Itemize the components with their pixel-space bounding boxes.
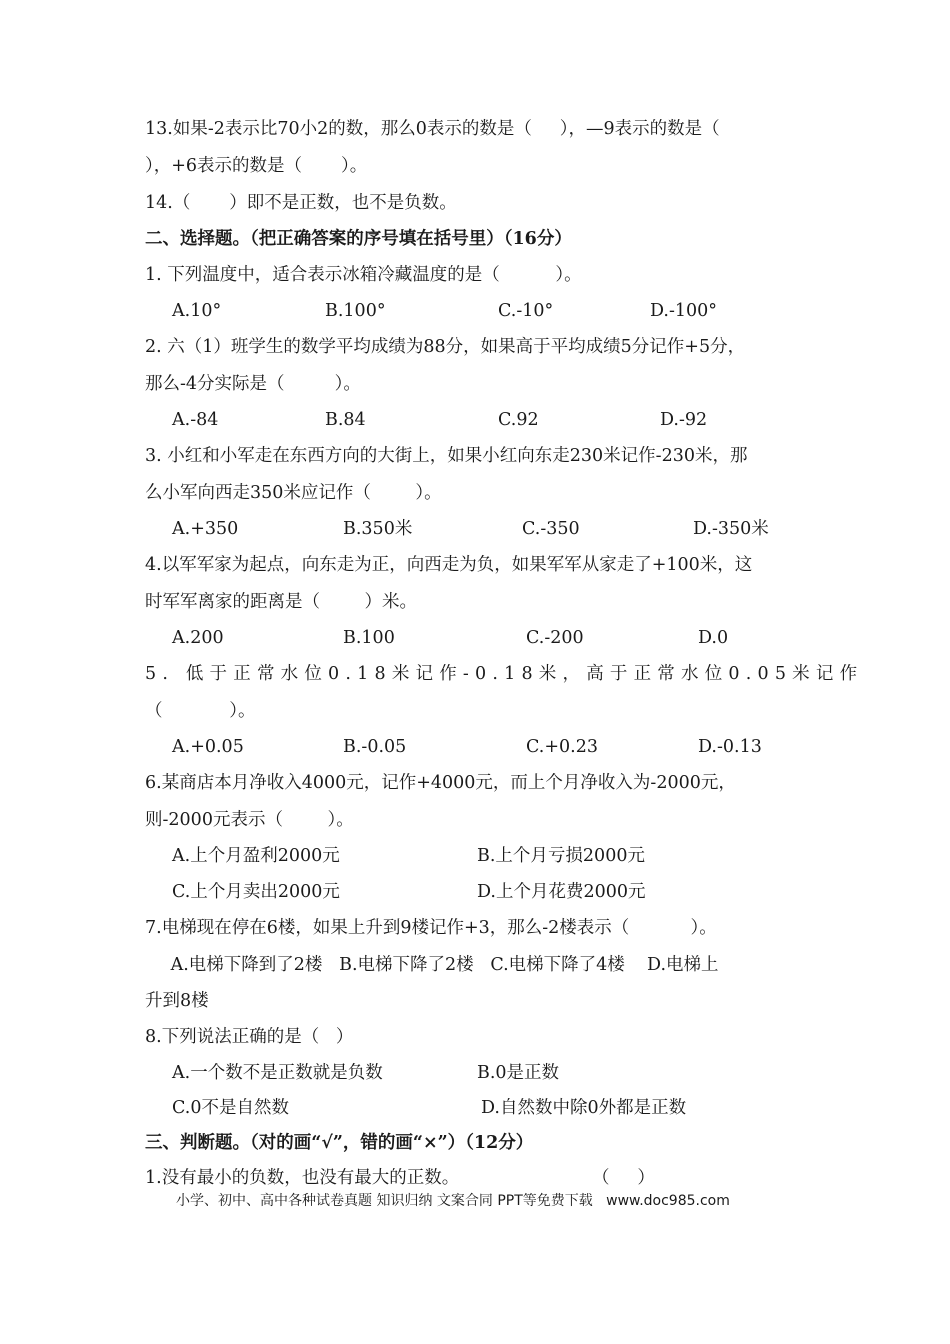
q13-line1: 13.如果-2表示比70小2的数，那么0表示的数是（ ），—9表示的数是（ xyxy=(145,119,720,139)
q1-option-a: A.10° xyxy=(172,301,222,321)
q6-option-d: D.上个月花费2000元 xyxy=(477,882,646,902)
q8-stem: 8.下列说法正确的是（ ） xyxy=(145,1027,354,1047)
q14-line1: 14.（ ）即不是正数，也不是负数。 xyxy=(145,193,457,213)
q5-option-d: D.-0.13 xyxy=(698,737,762,757)
j1-stem: 1.没有最小的负数，也没有最大的正数。 xyxy=(145,1168,460,1188)
q6-option-c: C.上个月卖出2000元 xyxy=(172,882,340,902)
q4-option-a: A.200 xyxy=(172,628,224,648)
q4-line2: 时军军离家的距离是（ ）米。 xyxy=(145,592,418,612)
q2-line2: 那么-4分实际是（ ）。 xyxy=(145,374,361,394)
q5-option-a: A.+0.05 xyxy=(172,737,244,757)
q3-option-d: D.-350米 xyxy=(693,519,769,539)
q5-line1: 5. 低于正常水位0.18米记作-0.18米，高于正常水位0.05米记作 xyxy=(145,664,864,684)
q2-option-d: D.-92 xyxy=(660,410,708,430)
q1-option-d: D.-100° xyxy=(650,301,718,321)
q8-option-d: D.自然数中除0外都是正数 xyxy=(481,1098,687,1118)
q13-line2: ），+6表示的数是（ ）。 xyxy=(145,156,368,176)
q6-line2: 则-2000元表示（ ）。 xyxy=(145,810,354,830)
q4-line1: 4.以军军家为起点，向东走为正，向西走为负，如果军军从家走了+100米，这 xyxy=(145,555,753,575)
q5-option-c: C.+0.23 xyxy=(526,737,598,757)
q4-option-d: D.0 xyxy=(698,628,729,648)
q7-line2: A.电梯下降到了2楼 B.电梯下降了2楼 C.电梯下降了4楼 D.电梯上 xyxy=(165,955,719,975)
q4-option-b: B.100 xyxy=(343,628,395,648)
q2-line1: 2. 六（1）班学生的数学平均成绩为88分，如果高于平均成绩5分记作+5分， xyxy=(145,337,746,357)
q5-option-b: B.-0.05 xyxy=(343,737,407,757)
q6-line1: 6.某商店本月净收入4000元，记作+4000元，而上个月净收入为-2000元， xyxy=(145,773,736,793)
q2-option-a: A.-84 xyxy=(172,410,219,430)
q4-option-c: C.-200 xyxy=(526,628,584,648)
q3-line2: 么小军向西走350米应记作（ ）。 xyxy=(145,483,442,503)
q1-option-b: B.100° xyxy=(325,301,386,321)
j1-answer-blank: （ ） xyxy=(592,1168,655,1188)
q7-line3: 升到8楼 xyxy=(145,991,209,1011)
q6-option-b: B.上个月亏损2000元 xyxy=(477,846,645,866)
q7-line1: 7.电梯现在停在6楼，如果上升到9楼记作+3，那么-2楼表示（ ）。 xyxy=(145,918,717,938)
q8-option-a: A.一个数不是正数就是负数 xyxy=(172,1063,383,1083)
q3-option-b: B.350米 xyxy=(343,519,413,539)
q8-option-b: B.0是正数 xyxy=(477,1063,560,1083)
section3-title: 三、判断题。（对的画“√”，错的画“×”）（12分） xyxy=(145,1133,534,1153)
q3-option-a: A.+350 xyxy=(172,519,239,539)
q6-option-a: A.上个月盈利2000元 xyxy=(172,846,340,866)
q5-line2: （ ）。 xyxy=(145,701,256,721)
page-footer: 小学、初中、高中各种试卷真题 知识归纳 文案合同 PPT等免费下载 www.doc985.com xyxy=(176,1193,730,1209)
q3-option-c: C.-350 xyxy=(522,519,580,539)
q1-option-c: C.-10° xyxy=(498,301,554,321)
section2-title: 二、选择题。（把正确答案的序号填在括号里）（16分） xyxy=(145,229,572,249)
q1-stem: 1. 下列温度中，适合表示冰箱冷藏温度的是（ ）。 xyxy=(145,265,582,285)
q2-option-c: C.92 xyxy=(498,410,539,430)
q3-line1: 3. 小红和小军走在东西方向的大街上，如果小红向东走230米记作-230米，那 xyxy=(145,446,748,466)
q8-option-c: C.0不是自然数 xyxy=(172,1098,289,1118)
q2-option-b: B.84 xyxy=(325,410,366,430)
